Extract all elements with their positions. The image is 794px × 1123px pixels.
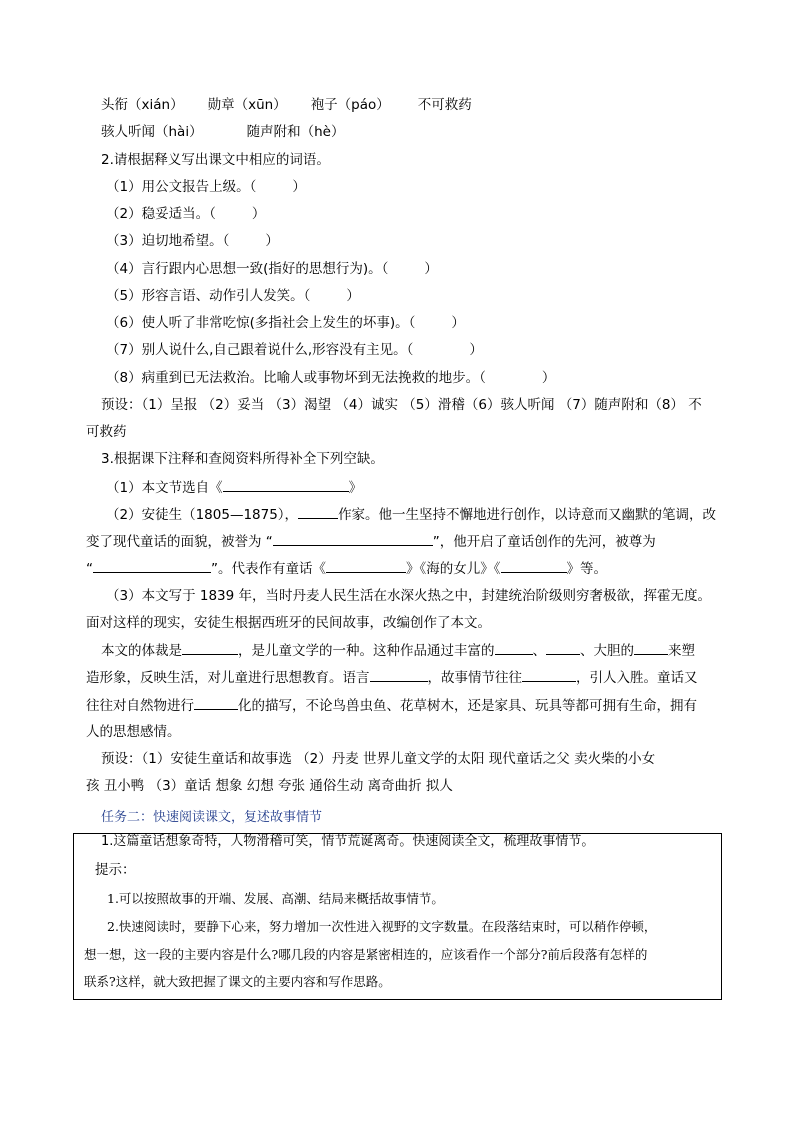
q2-title: 2.请根据释义写出课文中相应的词语。 [101, 152, 330, 168]
hint-line-1: 1.可以按照故事的开端、发展、高潮、结局来概括故事情节。 [107, 891, 444, 906]
vocab-word: 骇人听闻（hài） [101, 124, 203, 140]
q3-part-4-line-1: 本文的体裁是 ，是儿童文学的一种。这种作品通过丰富的 、 、大胆的 来塑 [101, 640, 695, 661]
vocab-word: 不可救药 [417, 97, 472, 113]
vocab-word: 头衔（xián） [101, 97, 184, 113]
task-2-question-1: 1.这篇童话想象奇特，人物滑稽可笑，情节荒诞离奇。快速阅读全文，梳理故事情节。 [101, 834, 595, 849]
q3-answer-line-2: 孩 丑小鸭 （3）童话 想象 幻想 夸张 通俗生动 离奇曲折 拟人 [86, 778, 453, 794]
q2-item-5: （5）形容言语、动作引人发笑。（ ） [106, 288, 360, 304]
q3-part-2-line-3: “ ”。代表作有童话《 》《海的女儿》《 》等。 [86, 558, 607, 579]
vocab-row-1 [101, 95, 472, 115]
q3-part-4-line-2: 造形象，反映生活，对儿童进行思想教育。语言 ，故事情节往往 ，引人入胜。童话又 [86, 667, 698, 688]
q2-answer-line-2: 可救药 [86, 424, 127, 440]
q3-part-4-line-3: 往往对自然物进行 化的描写，不论鸟兽虫鱼、花草树木，还是家具、玩具等都可拥有生命，拥有 [86, 695, 697, 716]
vocab-word: 随声附和（hè） [246, 124, 345, 140]
hint-line-3: 想一想，这一段的主要内容是什么?哪几段的内容是紧密相连的，应该看作一个部分?前后段落有怎样的 [84, 947, 648, 962]
task-2-heading: 任务二：快速阅读课文，复述故事情节 [101, 810, 323, 825]
vocab-row-2 [101, 122, 344, 142]
q2-item-3: （3）迫切地希望。（ ） [106, 233, 279, 249]
vocab-word: 袍子（páo） [310, 97, 390, 113]
q3-part-3-line-1: （3）本文写于 1839 年，当时丹麦人民生活在水深火热之中，封建统治阶级则穷奢极欲，挥霍无度。 [106, 588, 712, 604]
q3-part-2-line-1: （2）安徒生（1805—1875）， 作家。他一生坚持不懈地进行创作，以诗意而又幽默的笔调，改 [106, 504, 716, 525]
q3-title: 3.根据课下注释和查阅资料所得补全下列空缺。 [101, 451, 384, 467]
q2-item-8: （8）病重到已无法救治。比喻人或事物坏到无法挽救的地步。（ ） [106, 370, 556, 386]
hint-line-4: 联系?这样，就大致把握了课文的主要内容和写作思路。 [84, 974, 391, 989]
q3-part-2-line-2: 变了现代童话的面貌，被誉为 “ ”，他开启了童话创作的先河，被尊为 [86, 531, 656, 552]
q2-item-1: （1）用公文报告上级。（ ） [106, 179, 306, 195]
hint-line-2: 2.快速阅读时，要静下心来，努力增加一次性进入视野的文字数量。在段落结束时，可以稍作停顿， [107, 919, 657, 934]
q3-part-3-line-2: 面对这样的现实，安徒生根据西班牙的民间故事，改编创作了本文。 [86, 615, 491, 631]
q2-answer-line-1: 预设：（1）呈报 （2）妥当 （3）渴望 （4）诚实 （5）滑稽（6）骇人听闻 （7）随声附和（8） 不 [101, 397, 702, 413]
q2-item-6: （6）使人听了非常吃惊(多指社会上发生的坏事)。（ ） [106, 315, 465, 331]
q2-item-7: （7）别人说什么,自己跟着说什么,形容没有主见。（ ） [106, 342, 483, 358]
q2-item-4: （4）言行跟内心思想一致(指好的思想行为)。（ ） [106, 261, 438, 277]
hint-label: 提示： [95, 862, 136, 878]
q3-answer-line-1: 预设：（1）安徒生童话和故事选 （2）丹麦 世界儿童文学的太阳 现代童话之父 卖火柴的小女 [101, 751, 656, 767]
q3-part-4-line-4: 人的思想感情。 [86, 724, 181, 740]
q2-item-2: （2）稳妥适当。（ ） [106, 206, 266, 222]
q3-part-1: （1）本文节选自《 》 [106, 477, 362, 498]
vocab-word: 勋章（xūn） [207, 97, 287, 113]
